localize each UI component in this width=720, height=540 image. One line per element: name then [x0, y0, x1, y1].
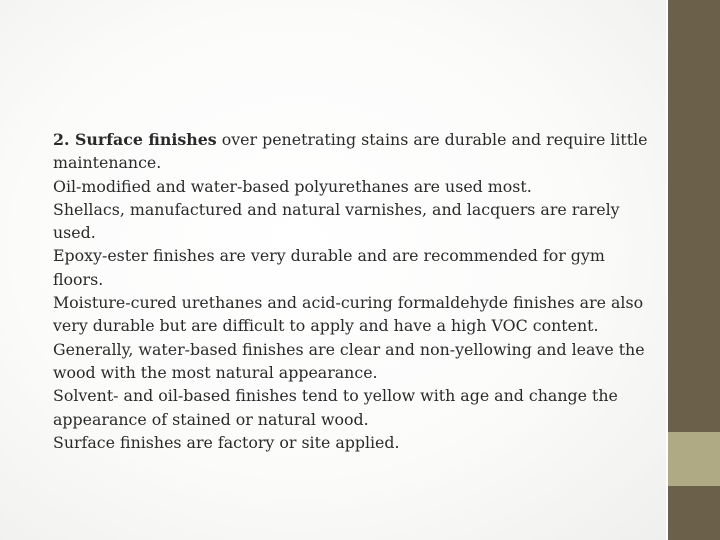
intro-paragraph: [53, 128, 653, 175]
body-paragraph: Surface finishes are factory or site applied.: [53, 432, 400, 452]
body-paragraph: Shellacs, manufactured and natural varnishes, and lacquers are rarely used.: [53, 199, 620, 243]
sidebar-band-top: [668, 0, 720, 432]
body-paragraph: Epoxy-ester finishes are very durable and are recommended for gym floors.: [53, 246, 605, 289]
body-paragraph: Moisture-cured urethanes and acid-curing formaldehyde finishes are also very durable but are difficult to apply and have a high VOC content.: [53, 293, 644, 336]
heading-lead: 2. Surface finishes: [53, 130, 217, 149]
sidebar-band-accent: [668, 432, 720, 486]
body-paragraph: Solvent- and oil-based finishes tend to yellow with age and change the appearance of stained or natural wood.: [53, 386, 618, 429]
sidebar-band-bottom: [668, 486, 720, 540]
heading-rest: over penetrating stains are durable and require little maintenance.: [53, 130, 648, 173]
body-paragraph: Oil-modified and water-based polyurethanes are used most.: [53, 176, 532, 196]
slide-body: [53, 128, 653, 454]
body-paragraph: Generally, water-based finishes are clear and non-yellowing and leave the wood with the most natural appearance.: [53, 339, 645, 382]
